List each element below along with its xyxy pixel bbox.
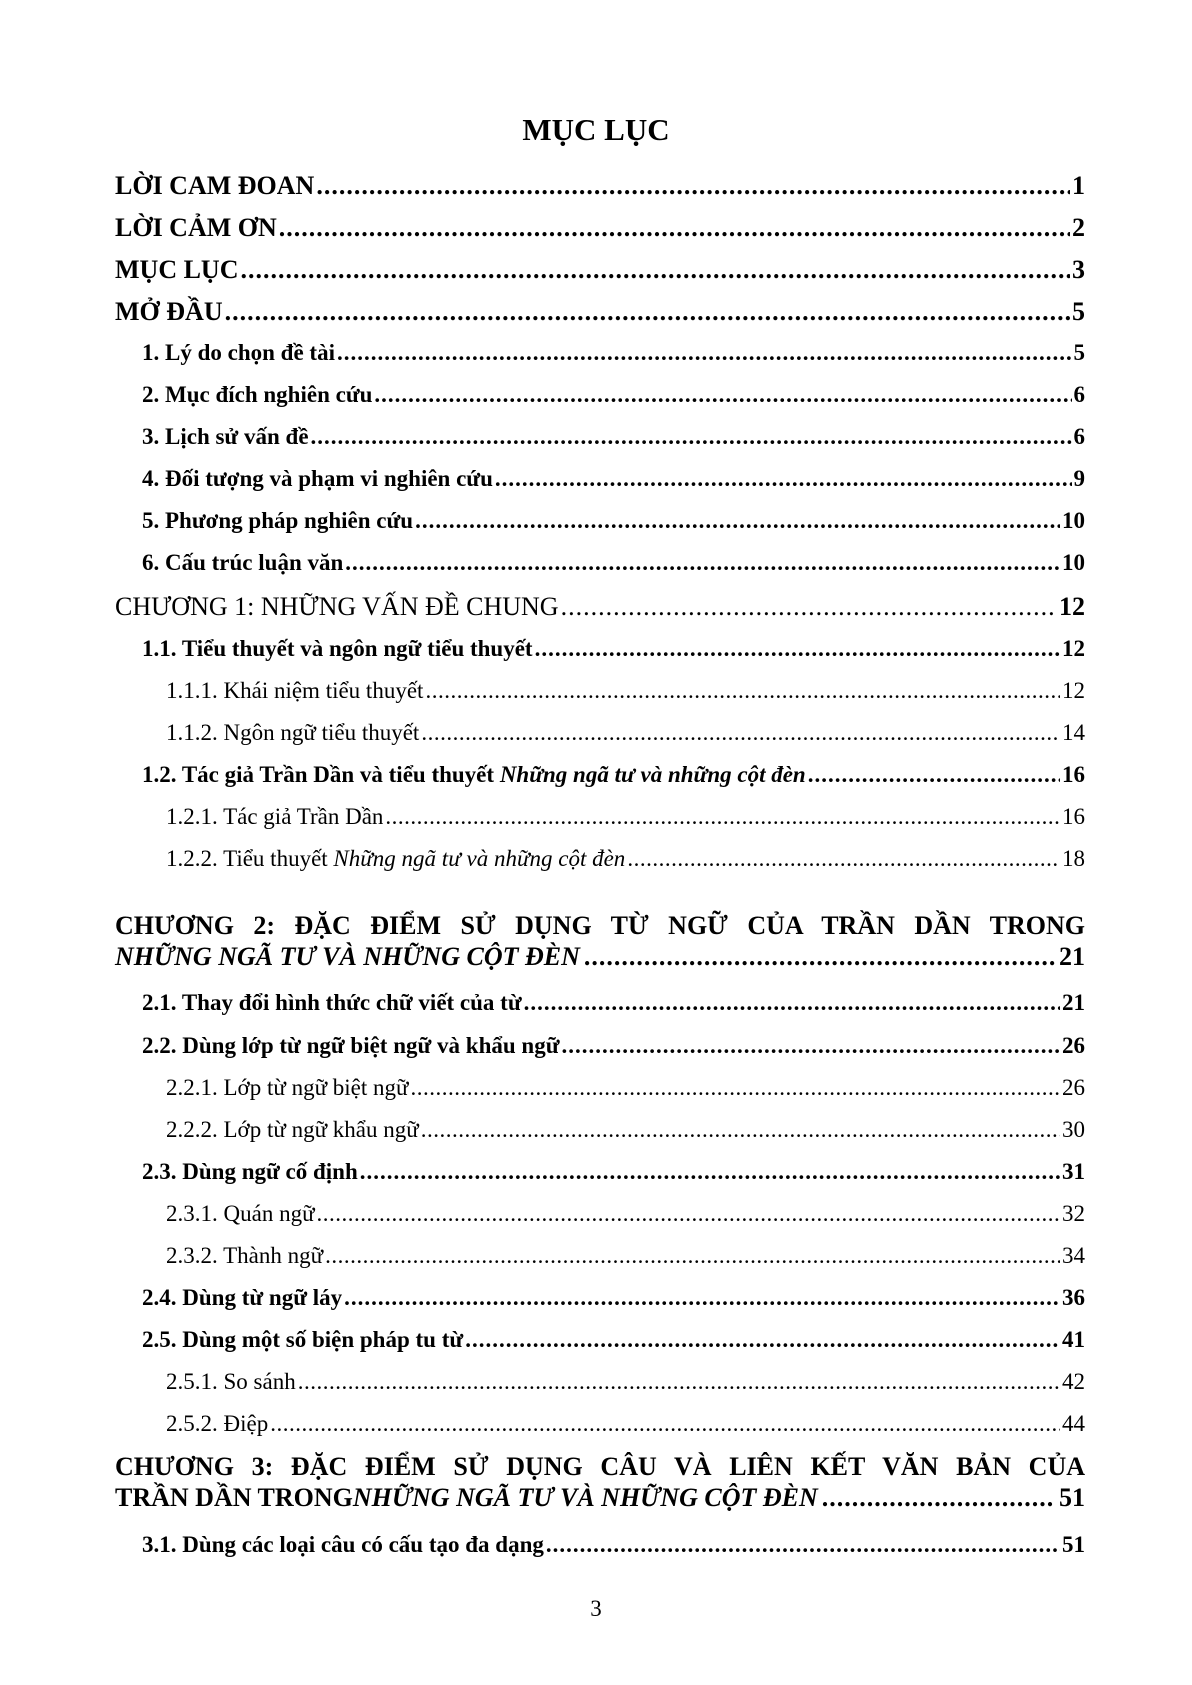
toc-entry-label: 2.5.1. So sánh (166, 1369, 296, 1394)
page-number: 3 (590, 1596, 602, 1621)
toc-entry (115, 297, 1085, 327)
toc-chapter-entry (115, 910, 1085, 972)
toc-leader-dots (360, 1159, 1060, 1185)
toc-entry-label: LỜI CAM ĐOAN (115, 171, 315, 200)
toc-entry-page: 34 (1062, 1243, 1085, 1268)
toc-entry-label-italic: NHỮNG NGÃ TƯ VÀ NHỮNG CỘT ĐÈN (352, 1483, 818, 1513)
toc-entry (166, 1075, 1085, 1101)
toc-leader-dots (822, 1482, 1055, 1513)
toc-entry-label: 6. Cấu trúc luận văn (142, 550, 344, 575)
toc-entry (142, 424, 1085, 450)
toc-entry (142, 550, 1085, 576)
toc-entry-page: 16 (1062, 804, 1085, 829)
toc-entry-page: 42 (1062, 1369, 1085, 1394)
toc-entry-page: 32 (1062, 1201, 1085, 1226)
toc-leader-dots (465, 1327, 1060, 1353)
toc-entry-page: 51 (1062, 1532, 1085, 1557)
toc-entry-label: 2.3.1. Quán ngữ (166, 1201, 315, 1226)
toc-entry (142, 636, 1085, 662)
toc-entry-page: 6 (1073, 382, 1085, 407)
toc-entry-label: 2.3. Dùng ngữ cố định (142, 1159, 358, 1184)
toc-leader-dots (298, 1369, 1060, 1395)
toc-entry (166, 1243, 1085, 1269)
toc-entry-label: LỜI CẢM ƠN (115, 213, 277, 242)
toc-entry (142, 1285, 1085, 1311)
toc-leader-dots (225, 297, 1070, 327)
toc-entry-label: CHƯƠNG 2: ĐẶC ĐIỂM SỬ DỤNG TỪ NGỮ CỦA TRẦN DẦN TRONG (115, 911, 1085, 940)
toc-entry-label: 1.1.1. Khái niệm tiểu thuyết (166, 678, 424, 703)
toc-entry-page: 16 (1062, 762, 1085, 787)
toc-leader-dots (425, 678, 1060, 704)
toc-leader-dots (279, 213, 1070, 243)
toc-entry (166, 1201, 1085, 1227)
toc-entry-page: 9 (1073, 466, 1085, 491)
toc-leader-dots (808, 762, 1060, 788)
toc-entry-label-italic: Những ngã tư và những cột đèn (499, 762, 806, 787)
toc-entry-label: 2.1. Thay đổi hình thức chữ viết của từ (142, 990, 522, 1015)
toc-entry-label-text: TRẦN DẦN TRONG (115, 1483, 353, 1513)
toc-entry-page: 10 (1062, 550, 1085, 575)
toc-entry (142, 1033, 1085, 1059)
toc-entry-label: MỤC LỤC (115, 255, 239, 284)
toc-entry (166, 1117, 1085, 1143)
toc-leader-dots (316, 171, 1070, 201)
toc-entry-label: 2.5.2. Điệp (166, 1411, 269, 1436)
toc-entry-page: 26 (1062, 1033, 1085, 1058)
toc-leader-dots (411, 1075, 1061, 1101)
toc-entry-label: 2.2. Dùng lớp từ ngữ biệt ngữ và khẩu ngữ (142, 1033, 560, 1058)
toc-entry-label: 2. Mục đích nghiên cứu (142, 382, 373, 407)
toc-entry (142, 990, 1085, 1016)
toc-entry-page: 31 (1062, 1159, 1085, 1184)
toc-entry-page: 1 (1072, 171, 1085, 200)
toc-entry-label: 2.2.2. Lớp từ ngữ khẩu ngữ (166, 1117, 419, 1142)
toc-entry-line2 (115, 1482, 1085, 1513)
toc-entry-label: 2.3.2. Thành ngữ (166, 1243, 324, 1268)
toc-leader-dots (421, 1117, 1060, 1143)
toc-entry-page: 21 (1062, 990, 1085, 1015)
toc-entry-page: 3 (1072, 255, 1085, 284)
toc-entry-label: 5. Phương pháp nghiên cứu (142, 508, 414, 533)
toc-entry-page: 41 (1062, 1327, 1085, 1352)
toc-leader-dots (421, 720, 1060, 746)
toc-leader-dots (337, 340, 1072, 366)
toc-entry (142, 1532, 1085, 1558)
toc-leader-dots (385, 804, 1060, 830)
toc-entry-label: 3.1. Dùng các loại câu có cấu tạo đa dạng (142, 1532, 544, 1557)
toc-entry-page: 26 (1062, 1075, 1085, 1100)
toc-leader-dots (374, 382, 1071, 408)
toc-entry-page: 44 (1062, 1411, 1085, 1436)
toc-entry-label: 2.2.1. Lớp từ ngữ biệt ngữ (166, 1075, 409, 1100)
toc-entry-label-text: 1.2. Tác giả Trần Dần và tiểu thuyết (142, 762, 500, 787)
toc-entry-page: 51 (1059, 1483, 1085, 1513)
toc-entry-label: CHƯƠNG 1: NHỮNG VẤN ĐỀ CHUNG (115, 592, 559, 621)
toc-entry-label: CHƯƠNG 3: ĐẶC ĐIỂM SỬ DỤNG CÂU VÀ LIÊN KẾT VĂN BẢN CỦA (115, 1452, 1085, 1481)
toc-leader-dots (270, 1411, 1060, 1437)
toc-entry-page: 21 (1059, 942, 1085, 972)
toc-entry-page: 14 (1062, 720, 1085, 745)
toc-chapter-entry (115, 1451, 1085, 1513)
toc-entry (142, 382, 1085, 408)
toc-entry (166, 678, 1085, 704)
toc-entry (166, 1369, 1085, 1395)
toc-entry (142, 340, 1085, 366)
toc-leader-dots (415, 508, 1060, 534)
toc-entry (166, 846, 1085, 872)
toc-entry-label (166, 846, 625, 872)
toc-entry-label: 1.1. Tiểu thuyết và ngôn ngữ tiểu thuyết (142, 636, 533, 661)
toc-leader-dots (546, 1532, 1060, 1558)
toc-leader-dots (584, 941, 1055, 972)
toc-entry-page: 2 (1072, 213, 1085, 242)
toc-entry-line2 (115, 941, 1085, 972)
toc-entry-page: 12 (1062, 678, 1085, 703)
toc-entry (142, 762, 1085, 788)
toc-entry-label: MỞ ĐẦU (115, 297, 223, 326)
toc-entry (115, 255, 1085, 285)
toc-entry (166, 720, 1085, 746)
toc-entry-label: 2.4. Dùng từ ngữ láy (142, 1285, 343, 1310)
toc-entry-label: 3. Lịch sử vấn đề (142, 424, 309, 449)
toc-entry-label (142, 762, 806, 788)
toc-entry-page: 5 (1073, 340, 1085, 365)
toc-leader-dots (311, 424, 1072, 450)
toc-entry (115, 213, 1085, 243)
toc-entry-page: 5 (1072, 297, 1085, 326)
toc-entry-page: 12 (1062, 636, 1085, 661)
toc-entry-label-italic: NHỮNG NGÃ TƯ VÀ NHỮNG CỘT ĐÈN (115, 942, 580, 972)
toc-entry (115, 592, 1085, 622)
toc-entry-label: 1.1.2. Ngôn ngữ tiểu thuyết (166, 720, 420, 745)
toc-entry-page: 6 (1073, 424, 1085, 449)
toc-entry-page: 30 (1062, 1117, 1085, 1142)
toc-leader-dots (317, 1201, 1060, 1227)
toc-leader-dots (345, 550, 1060, 576)
page-title: MỤC LỤC (522, 112, 670, 147)
toc-entry-page: 18 (1062, 846, 1085, 871)
toc-leader-dots (241, 255, 1071, 285)
toc-entry (166, 804, 1085, 830)
toc-leader-dots (524, 990, 1060, 1016)
toc-entry-label: 1.2.1. Tác giả Trần Dần (166, 804, 384, 829)
toc-leader-dots (535, 636, 1060, 662)
toc-entry (115, 171, 1085, 201)
toc-entry-label: 4. Đối tượng và phạm vi nghiên cứu (142, 466, 493, 491)
toc-entry-page: 10 (1062, 508, 1085, 533)
toc-entry-label-text: 1.2.2. Tiểu thuyết (166, 846, 334, 871)
toc-entry (142, 1327, 1085, 1353)
toc-entry-page: 12 (1059, 592, 1085, 621)
toc-leader-dots (561, 592, 1057, 622)
toc-leader-dots (562, 1033, 1060, 1059)
toc-leader-dots (344, 1285, 1060, 1311)
toc-leader-dots (495, 466, 1072, 492)
toc-entry-label: 2.5. Dùng một số biện pháp tu từ (142, 1327, 464, 1352)
toc-entry (142, 508, 1085, 534)
toc-entry-page: 36 (1062, 1285, 1085, 1310)
toc-entry-label-italic: Những ngã tư và những cột đèn (333, 846, 626, 871)
toc-entry (142, 1159, 1085, 1185)
toc-entry-label: 1. Lý do chọn đề tài (142, 340, 335, 365)
toc-leader-dots (627, 846, 1060, 872)
toc-entry (142, 466, 1085, 492)
toc-entry (166, 1411, 1085, 1437)
toc-leader-dots (325, 1243, 1060, 1269)
